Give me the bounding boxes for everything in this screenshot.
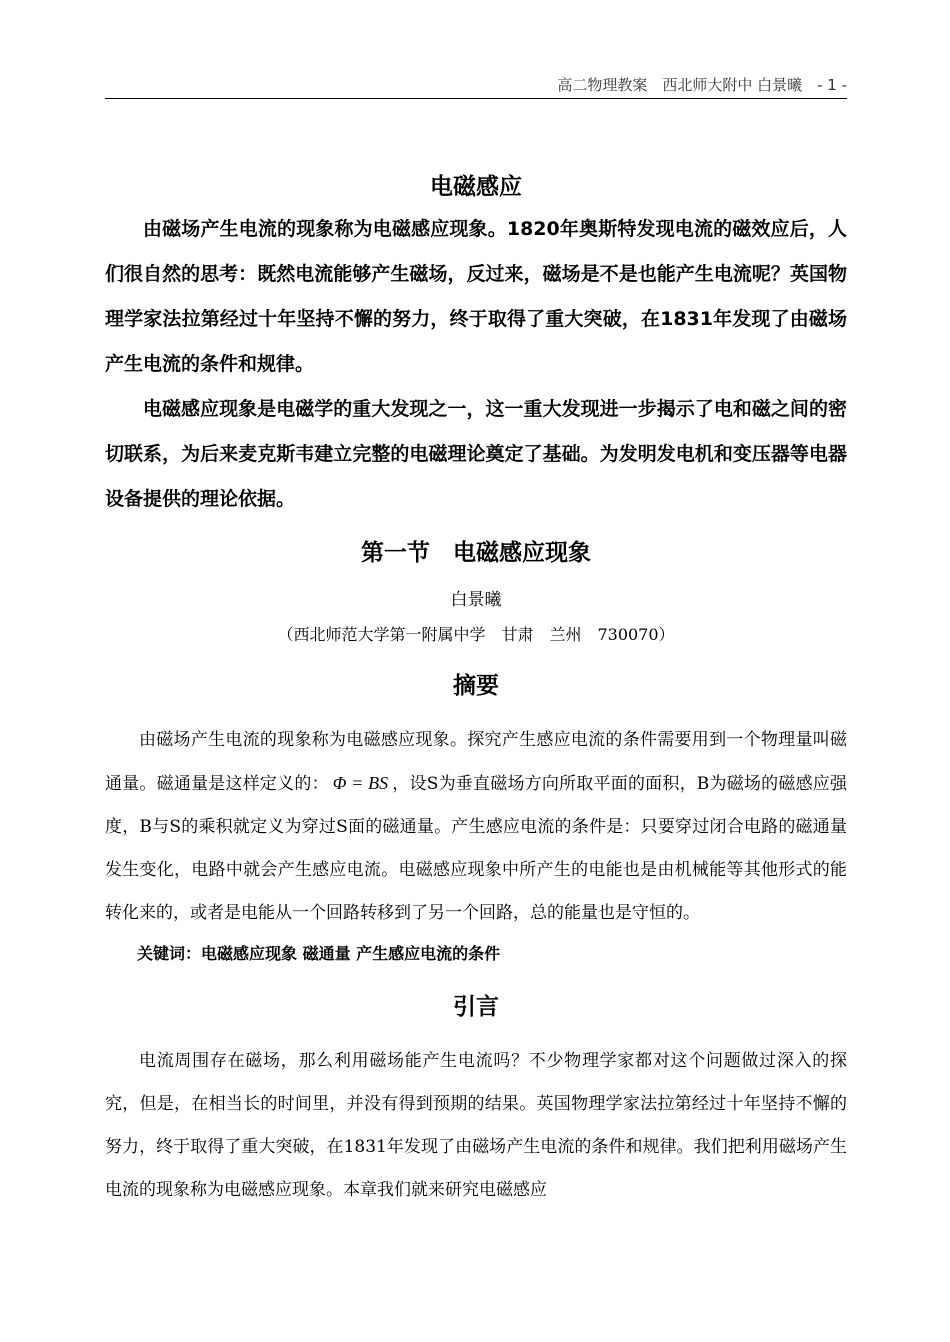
flux-formula: Φ = BS (332, 773, 389, 794)
abstract-title: 摘要 (453, 673, 499, 699)
abstract-paragraph (105, 719, 847, 935)
intro-paragraph-2: 电磁感应现象是电磁学的重大发现之一，这一重大发现进一步揭示了电和磁之间的密切联系，为后来麦克斯韦建立完整的电磁理论奠定了基础。为发明发电机和变压器等电器设备提供的理论依据。 (105, 398, 847, 510)
document-title: 电磁感应 (430, 174, 522, 200)
abstract-text-part1: 由磁场产生电流的现象称为电磁感应现象。探究产生感应电流的条件需要用到一个物理量叫磁通量。磁通量是这样定义的： (105, 730, 847, 795)
intro-paragraph-1: 由磁场产生电流的现象称为电磁感应现象。1820年奥斯特发现电流的磁效应后，人们很自然的思考：既然电流能够产生磁场，反过来，磁场是不是也能产生电流呢？英国物理学家法拉第经过十年坚持不懈的努力，终于取得了重大突破，在1831年发现了由磁场产生电流的条件和规律。 (105, 218, 847, 375)
page-header: 高二物理教案 西北师大附中 白景曦 - 1 - (557, 76, 847, 94)
keywords: 关键词：电磁感应现象 磁通量 产生感应电流的条件 (137, 944, 501, 964)
author-affiliation: （西北师范大学第一附属中学 甘肃 兰州 730070） (277, 625, 675, 644)
abstract-text-part2: ，设S为垂直磁场方向所取平面的面积，B为磁场的磁感应强度，B与S的乘积就定义为穿过S面的磁通量。产生感应电流的条件是：只要穿过闭合电路的磁通量发生变化，电路中就会产生感应电流。电磁感应现象中所产生的电能也是由机械能等其他形式的能转化来的，或者是电能从一个回路转移到了另一个回路，总的能量也是守恒的。 (105, 774, 848, 924)
author-name: 白景曦 (450, 590, 502, 610)
section-title: 第一节 电磁感应现象 (361, 540, 591, 566)
header-rule (105, 98, 847, 99)
document-body (105, 168, 847, 1212)
introduction-title: 引言 (453, 994, 499, 1021)
introduction-paragraph: 电流周围存在磁场，那么利用磁场能产生电流吗？不少物理学家都对这个问题做过深入的探究，但是，在相当长的时间里，并没有得到预期的结果。英国物理学家法拉第经过十年坚持不懈的努力，终于取得了重大突破，在1831年发现了由磁场产生电流的条件和规律。我们把利用磁场产生电流的现象称为电磁感应现象。本章我们就来研究电磁感应 (105, 1051, 847, 1201)
